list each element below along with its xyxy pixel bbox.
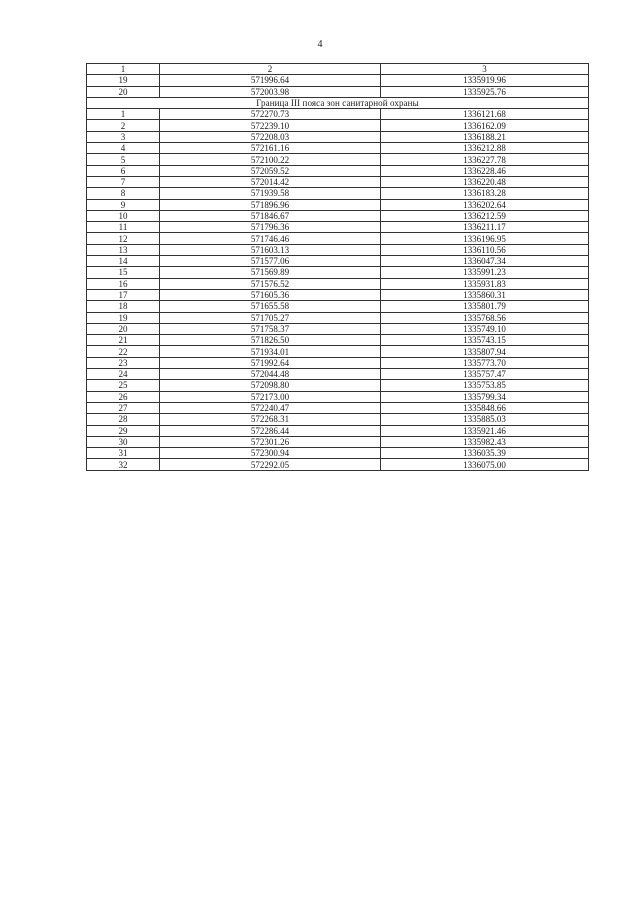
- table-row: [87, 256, 589, 267]
- cell-point-number: 11: [87, 222, 160, 233]
- cell-coordinate-x: 572100.22: [160, 154, 381, 165]
- cell-point-number: 12: [87, 233, 160, 244]
- cell-coordinate-x: 572098.80: [160, 380, 381, 391]
- cell-point-number: 8: [87, 188, 160, 199]
- cell-coordinate-y: 1335768.56: [381, 312, 589, 323]
- cell-point-number: 19: [87, 312, 160, 323]
- cell-point-number: 7: [87, 176, 160, 187]
- cell-point-number: 1: [87, 109, 160, 120]
- table-header-row: [87, 64, 589, 75]
- cell-coordinate-x: 571758.37: [160, 323, 381, 334]
- cell-point-number: 20: [87, 323, 160, 334]
- section-title-row: [87, 97, 589, 108]
- cell-coordinate-y: 1336212.88: [381, 143, 589, 154]
- cell-coordinate-x: 572239.10: [160, 120, 381, 131]
- cell-coordinate-x: 571605.36: [160, 289, 381, 300]
- cell-coordinate-x: 571705.27: [160, 312, 381, 323]
- cell-point-number: 24: [87, 369, 160, 380]
- cell-coordinate-x: 572173.00: [160, 391, 381, 402]
- table-row: [87, 143, 589, 154]
- cell-coordinate-y: 1335919.96: [381, 75, 589, 86]
- table-row: [87, 323, 589, 334]
- cell-coordinate-y: 1335773.70: [381, 357, 589, 368]
- cell-coordinate-x: 572292.05: [160, 459, 381, 470]
- cell-coordinate-y: 1336110.56: [381, 244, 589, 255]
- table-row: [87, 244, 589, 255]
- cell-coordinate-y: 1335807.94: [381, 346, 589, 357]
- cell-coordinate-x: 572268.31: [160, 414, 381, 425]
- cell-coordinate-x: 572059.52: [160, 165, 381, 176]
- table-row: [87, 154, 589, 165]
- cell-point-number: 16: [87, 278, 160, 289]
- cell-coordinate-y: 1336035.39: [381, 448, 589, 459]
- cell-coordinate-x: 571846.67: [160, 210, 381, 221]
- cell-point-number: 5: [87, 154, 160, 165]
- cell-coordinate-x: 572270.73: [160, 109, 381, 120]
- cell-coordinate-y: 1335991.23: [381, 267, 589, 278]
- cell-point-number: 18: [87, 301, 160, 312]
- table-row: [87, 380, 589, 391]
- cell-point-number: 10: [87, 210, 160, 221]
- cell-coordinate-x: 571746.46: [160, 233, 381, 244]
- cell-point-number: 32: [87, 459, 160, 470]
- table-row: [87, 335, 589, 346]
- cell-coordinate-x: 572300.94: [160, 448, 381, 459]
- coordinates-table-body: [87, 64, 589, 471]
- cell-coordinate-x: 571992.64: [160, 357, 381, 368]
- cell-coordinate-y: 1335753.85: [381, 380, 589, 391]
- table-row: [87, 75, 589, 86]
- cell-coordinate-x: 571934.01: [160, 346, 381, 357]
- table-row: [87, 199, 589, 210]
- cell-coordinate-y: 1335749.10: [381, 323, 589, 334]
- table-row: [87, 86, 589, 97]
- cell-coordinate-x: 572014.42: [160, 176, 381, 187]
- cell-point-number: 31: [87, 448, 160, 459]
- table-row: [87, 459, 589, 470]
- cell-coordinate-x: 571655.58: [160, 301, 381, 312]
- table-row: [87, 346, 589, 357]
- cell-point-number: 29: [87, 425, 160, 436]
- cell-coordinate-x: 572161.16: [160, 143, 381, 154]
- cell-coordinate-x: 571576.52: [160, 278, 381, 289]
- cell-coordinate-x: 571569.89: [160, 267, 381, 278]
- cell-coordinate-y: 1335799.34: [381, 391, 589, 402]
- table-row: [87, 120, 589, 131]
- table-row: [87, 289, 589, 300]
- cell-coordinate-x: 572286.44: [160, 425, 381, 436]
- cell-coordinate-y: 1336227.78: [381, 154, 589, 165]
- cell-coordinate-y: 1335925.76: [381, 86, 589, 97]
- cell-point-number: 3: [87, 131, 160, 142]
- coordinates-table: [86, 63, 589, 471]
- table-row: [87, 436, 589, 447]
- table-row: [87, 369, 589, 380]
- table-row: [87, 210, 589, 221]
- column-header-y: 3: [381, 64, 589, 75]
- table-row: [87, 267, 589, 278]
- cell-coordinate-y: 1336188.21: [381, 131, 589, 142]
- table-row: [87, 165, 589, 176]
- cell-point-number: 13: [87, 244, 160, 255]
- cell-coordinate-x: 572301.26: [160, 436, 381, 447]
- cell-coordinate-x: 572208.03: [160, 131, 381, 142]
- cell-coordinate-y: 1336121.68: [381, 109, 589, 120]
- cell-coordinate-y: 1336183.28: [381, 188, 589, 199]
- section-title: Граница III пояса зон санитарной охраны: [87, 97, 589, 108]
- cell-point-number: 6: [87, 165, 160, 176]
- cell-coordinate-y: 1335801.79: [381, 301, 589, 312]
- cell-coordinate-y: 1335921.46: [381, 425, 589, 436]
- cell-point-number: 21: [87, 335, 160, 346]
- cell-point-number: 30: [87, 436, 160, 447]
- cell-coordinate-y: 1336212.59: [381, 210, 589, 221]
- cell-coordinate-x: 571577.06: [160, 256, 381, 267]
- cell-coordinate-y: 1336196.95: [381, 233, 589, 244]
- cell-coordinate-x: 572044.48: [160, 369, 381, 380]
- table-row: [87, 233, 589, 244]
- cell-coordinate-y: 1336202.64: [381, 199, 589, 210]
- cell-coordinate-y: 1335860.31: [381, 289, 589, 300]
- cell-point-number: 17: [87, 289, 160, 300]
- cell-coordinate-y: 1335848.66: [381, 402, 589, 413]
- table-row: [87, 312, 589, 323]
- cell-coordinate-y: 1335982.43: [381, 436, 589, 447]
- table-row: [87, 448, 589, 459]
- table-row: [87, 402, 589, 413]
- cell-point-number: 15: [87, 267, 160, 278]
- cell-coordinate-y: 1335931.83: [381, 278, 589, 289]
- cell-coordinate-x: 571939.58: [160, 188, 381, 199]
- cell-coordinate-x: 571796.36: [160, 222, 381, 233]
- page-number: 4: [317, 39, 323, 50]
- cell-point-number: 4: [87, 143, 160, 154]
- table-row: [87, 357, 589, 368]
- cell-coordinate-y: 1335885.03: [381, 414, 589, 425]
- cell-coordinate-x: 571996.64: [160, 75, 381, 86]
- cell-coordinate-x: 572240.47: [160, 402, 381, 413]
- cell-point-number: 27: [87, 402, 160, 413]
- cell-coordinate-x: 571826.50: [160, 335, 381, 346]
- cell-point-number: 20: [87, 86, 160, 97]
- cell-coordinate-y: 1335743.15: [381, 335, 589, 346]
- table-row: [87, 425, 589, 436]
- cell-coordinate-x: 571896.96: [160, 199, 381, 210]
- cell-coordinate-y: 1336162.09: [381, 120, 589, 131]
- table-row: [87, 301, 589, 312]
- cell-point-number: 25: [87, 380, 160, 391]
- cell-point-number: 26: [87, 391, 160, 402]
- cell-point-number: 28: [87, 414, 160, 425]
- cell-point-number: 9: [87, 199, 160, 210]
- cell-coordinate-y: 1336075.00: [381, 459, 589, 470]
- cell-coordinate-y: 1336047.34: [381, 256, 589, 267]
- table-row: [87, 109, 589, 120]
- cell-coordinate-y: 1336211.17: [381, 222, 589, 233]
- cell-coordinate-y: 1336228.46: [381, 165, 589, 176]
- cell-point-number: 22: [87, 346, 160, 357]
- cell-coordinate-x: 571603.13: [160, 244, 381, 255]
- cell-point-number: 2: [87, 120, 160, 131]
- cell-coordinate-y: 1336220.48: [381, 176, 589, 187]
- cell-coordinate-y: 1335757.47: [381, 369, 589, 380]
- table-row: [87, 188, 589, 199]
- cell-point-number: 23: [87, 357, 160, 368]
- table-row: [87, 391, 589, 402]
- table-row: [87, 131, 589, 142]
- cell-point-number: 19: [87, 75, 160, 86]
- column-header-point: 1: [87, 64, 160, 75]
- table-row: [87, 176, 589, 187]
- table-row: [87, 414, 589, 425]
- cell-coordinate-x: 572003.98: [160, 86, 381, 97]
- cell-point-number: 14: [87, 256, 160, 267]
- column-header-x: 2: [160, 64, 381, 75]
- table-row: [87, 222, 589, 233]
- table-row: [87, 278, 589, 289]
